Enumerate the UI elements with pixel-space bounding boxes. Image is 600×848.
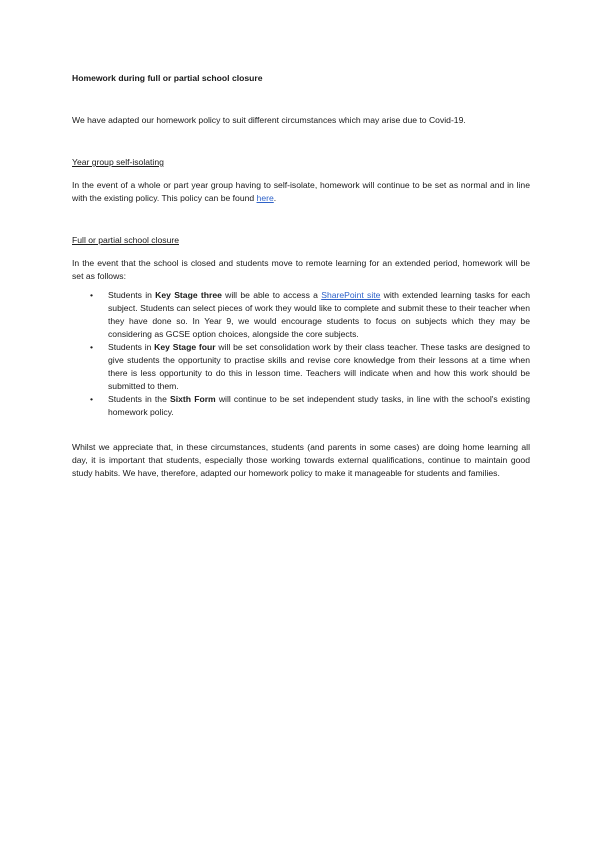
list-item-text: will continue to be set independent study tasks, in line with the school's existing homework policy. [108,394,530,417]
intro-paragraph: We have adapted our homework policy to suit different circumstances which may arise due to Covid-19. [72,115,466,125]
list-item-text: will be able to access a [221,290,322,300]
section-heading-closure: Full or partial school closure [72,235,179,245]
document-title: Homework during full or partial school closure [72,73,263,83]
list-item-text: with extended learning tasks for each subject. Students can select pieces of work they would like to complete and submit these to their teacher when they have done so. In Year 9, we would encourage students to focus on subjects which they may be considering as GCSE option choices, alongside the core subjects. [108,290,530,339]
policy-here-link[interactable]: here [256,193,274,203]
list-item-key-stage-three [72,289,530,341]
list-item-bold: Sixth Form [170,394,216,404]
closing-paragraph: Whilst we appreciate that, in these circumstances, students (and parents in some cases) are doing home learning all day, it is important that students, especially those working towards external qualifications, continue to maintain good study habits. We have, therefore, adapted our homework policy to make it manageable for students and families. [72,442,530,478]
self-isolating-text: In the event of a whole or part year group having to self-isolate, homework will continue to be set as normal and in line with the existing policy. This policy can be found [72,180,530,203]
section-heading-self-isolating: Year group self-isolating [72,157,164,167]
bullet-list [72,289,530,419]
list-item-text: will be set consolidation work by their class teacher. These tasks are designed to give students the opportunity to practise skills and revise core knowledge from their lessons at a time when there is less opportunity to do this in lesson time. Teachers will indicate when and how this work should be submitted to them. [108,342,530,391]
document-content [72,72,530,480]
list-item-sixth-form [72,393,530,419]
bullet-icon: • [90,394,94,404]
list-item-bold: Key Stage four [154,342,216,352]
list-item-bold: Key Stage three [155,290,222,300]
list-item-text: Students in [108,290,156,300]
list-item-key-stage-four [72,341,530,393]
bullet-icon: • [90,342,94,352]
bullet-icon: • [90,290,94,300]
section-body-closure: In the event that the school is closed and students move to remote learning for an extended period, homework will be set as follows: [72,258,530,281]
list-item-text: Students in the [108,394,171,404]
section-body-self-isolating [72,179,530,205]
sharepoint-site-link[interactable]: SharePoint site [321,290,381,300]
self-isolating-text-end: . [273,193,277,203]
list-item-text: Students in [108,342,155,352]
